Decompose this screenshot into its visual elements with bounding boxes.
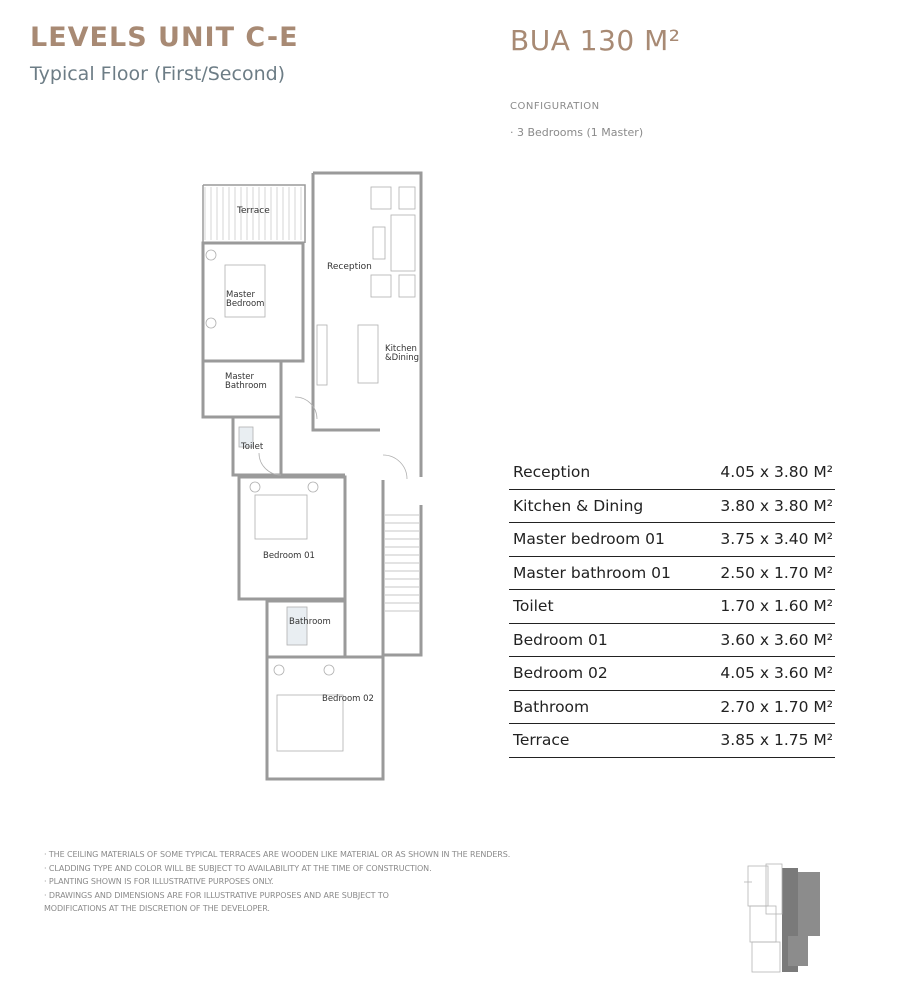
- bua-area: BUA 130 M²: [510, 24, 681, 57]
- table-row: [509, 523, 835, 557]
- label-bedroom-02: Bedroom 02: [322, 694, 374, 704]
- table-row: [509, 590, 835, 624]
- disclaimer-notes: [44, 848, 510, 916]
- room-dims: 3.60 x 3.60 M²: [700, 623, 835, 657]
- note-line: · THE CEILING MATERIALS OF SOME TYPICAL TERRACES ARE WOODEN LIKE MATERIAL OR AS SHOWN IN THE RENDERS.: [44, 850, 511, 859]
- floor-plan: [195, 165, 430, 790]
- room-name: Bedroom 02: [509, 657, 700, 691]
- label-reception: Reception: [327, 262, 372, 272]
- page-title: LEVELS UNIT C-E: [30, 22, 299, 53]
- room-dims: 2.50 x 1.70 M²: [700, 556, 835, 590]
- room-dims: 3.80 x 3.80 M²: [700, 489, 835, 523]
- note-line: MODIFICATIONS AT THE DISCRETION OF THE DEVELOPER.: [44, 904, 270, 914]
- label-toilet: Toilet: [241, 442, 264, 452]
- note-line: · DRAWINGS AND DIMENSIONS ARE FOR ILLUSTRATIVE PURPOSES AND ARE SUBJECT TO: [44, 890, 389, 900]
- table-row: [509, 623, 835, 657]
- room-name: Bedroom 01: [509, 623, 700, 657]
- configuration-label: CONFIGURATION: [510, 101, 600, 112]
- table-row: [509, 456, 835, 489]
- room-name: Reception: [509, 456, 700, 489]
- room-dims: 3.75 x 3.40 M²: [700, 523, 835, 557]
- key-plan: [738, 862, 826, 974]
- table-row: [509, 657, 835, 691]
- room-name: Master bedroom 01: [509, 523, 700, 557]
- room-name: Bathroom: [509, 690, 700, 724]
- label-master-bathroom-1: Master: [225, 372, 255, 382]
- room-dims: 1.70 x 1.60 M²: [700, 590, 835, 624]
- room-name: Terrace: [509, 724, 700, 758]
- label-terrace: Terrace: [237, 206, 270, 216]
- label-master-bathroom-2: Bathroom: [225, 381, 267, 391]
- table-row: [509, 489, 835, 523]
- room-name: Toilet: [509, 590, 700, 624]
- table-row: [509, 556, 835, 590]
- label-master-bedroom-1: Master: [226, 290, 256, 300]
- label-kitchen-2: &Dining: [385, 353, 420, 363]
- note-line: · CLADDING TYPE AND COLOR WILL BE SUBJECT TO AVAILABILITY AT THE TIME OF CONSTRUCTION.: [44, 863, 432, 873]
- label-master-bedroom-2: Bedroom: [226, 299, 265, 309]
- room-dims: 3.85 x 1.75 M²: [700, 724, 835, 758]
- label-kitchen-1: Kitchen: [385, 344, 417, 354]
- room-name: Master bathroom 01: [509, 556, 700, 590]
- table-row: [509, 690, 835, 724]
- label-bedroom-01: Bedroom 01: [263, 551, 315, 561]
- label-bathroom: Bathroom: [289, 617, 331, 627]
- room-dims: 4.05 x 3.80 M²: [700, 456, 835, 489]
- configuration-item: · 3 Bedrooms (1 Master): [510, 126, 644, 139]
- bedroom-01-bed: [255, 495, 307, 539]
- note-line: · PLANTING SHOWN IS FOR ILLUSTRATIVE PURPOSES ONLY.: [44, 877, 274, 887]
- room-dims: 4.05 x 3.60 M²: [700, 657, 835, 691]
- room-dims: 2.70 x 1.70 M²: [700, 690, 835, 724]
- room-name: Kitchen & Dining: [509, 489, 700, 523]
- page-subtitle: Typical Floor (First/Second): [30, 63, 286, 85]
- stairs: [385, 515, 419, 611]
- room-dimensions-table: [509, 456, 835, 758]
- table-row: [509, 724, 835, 758]
